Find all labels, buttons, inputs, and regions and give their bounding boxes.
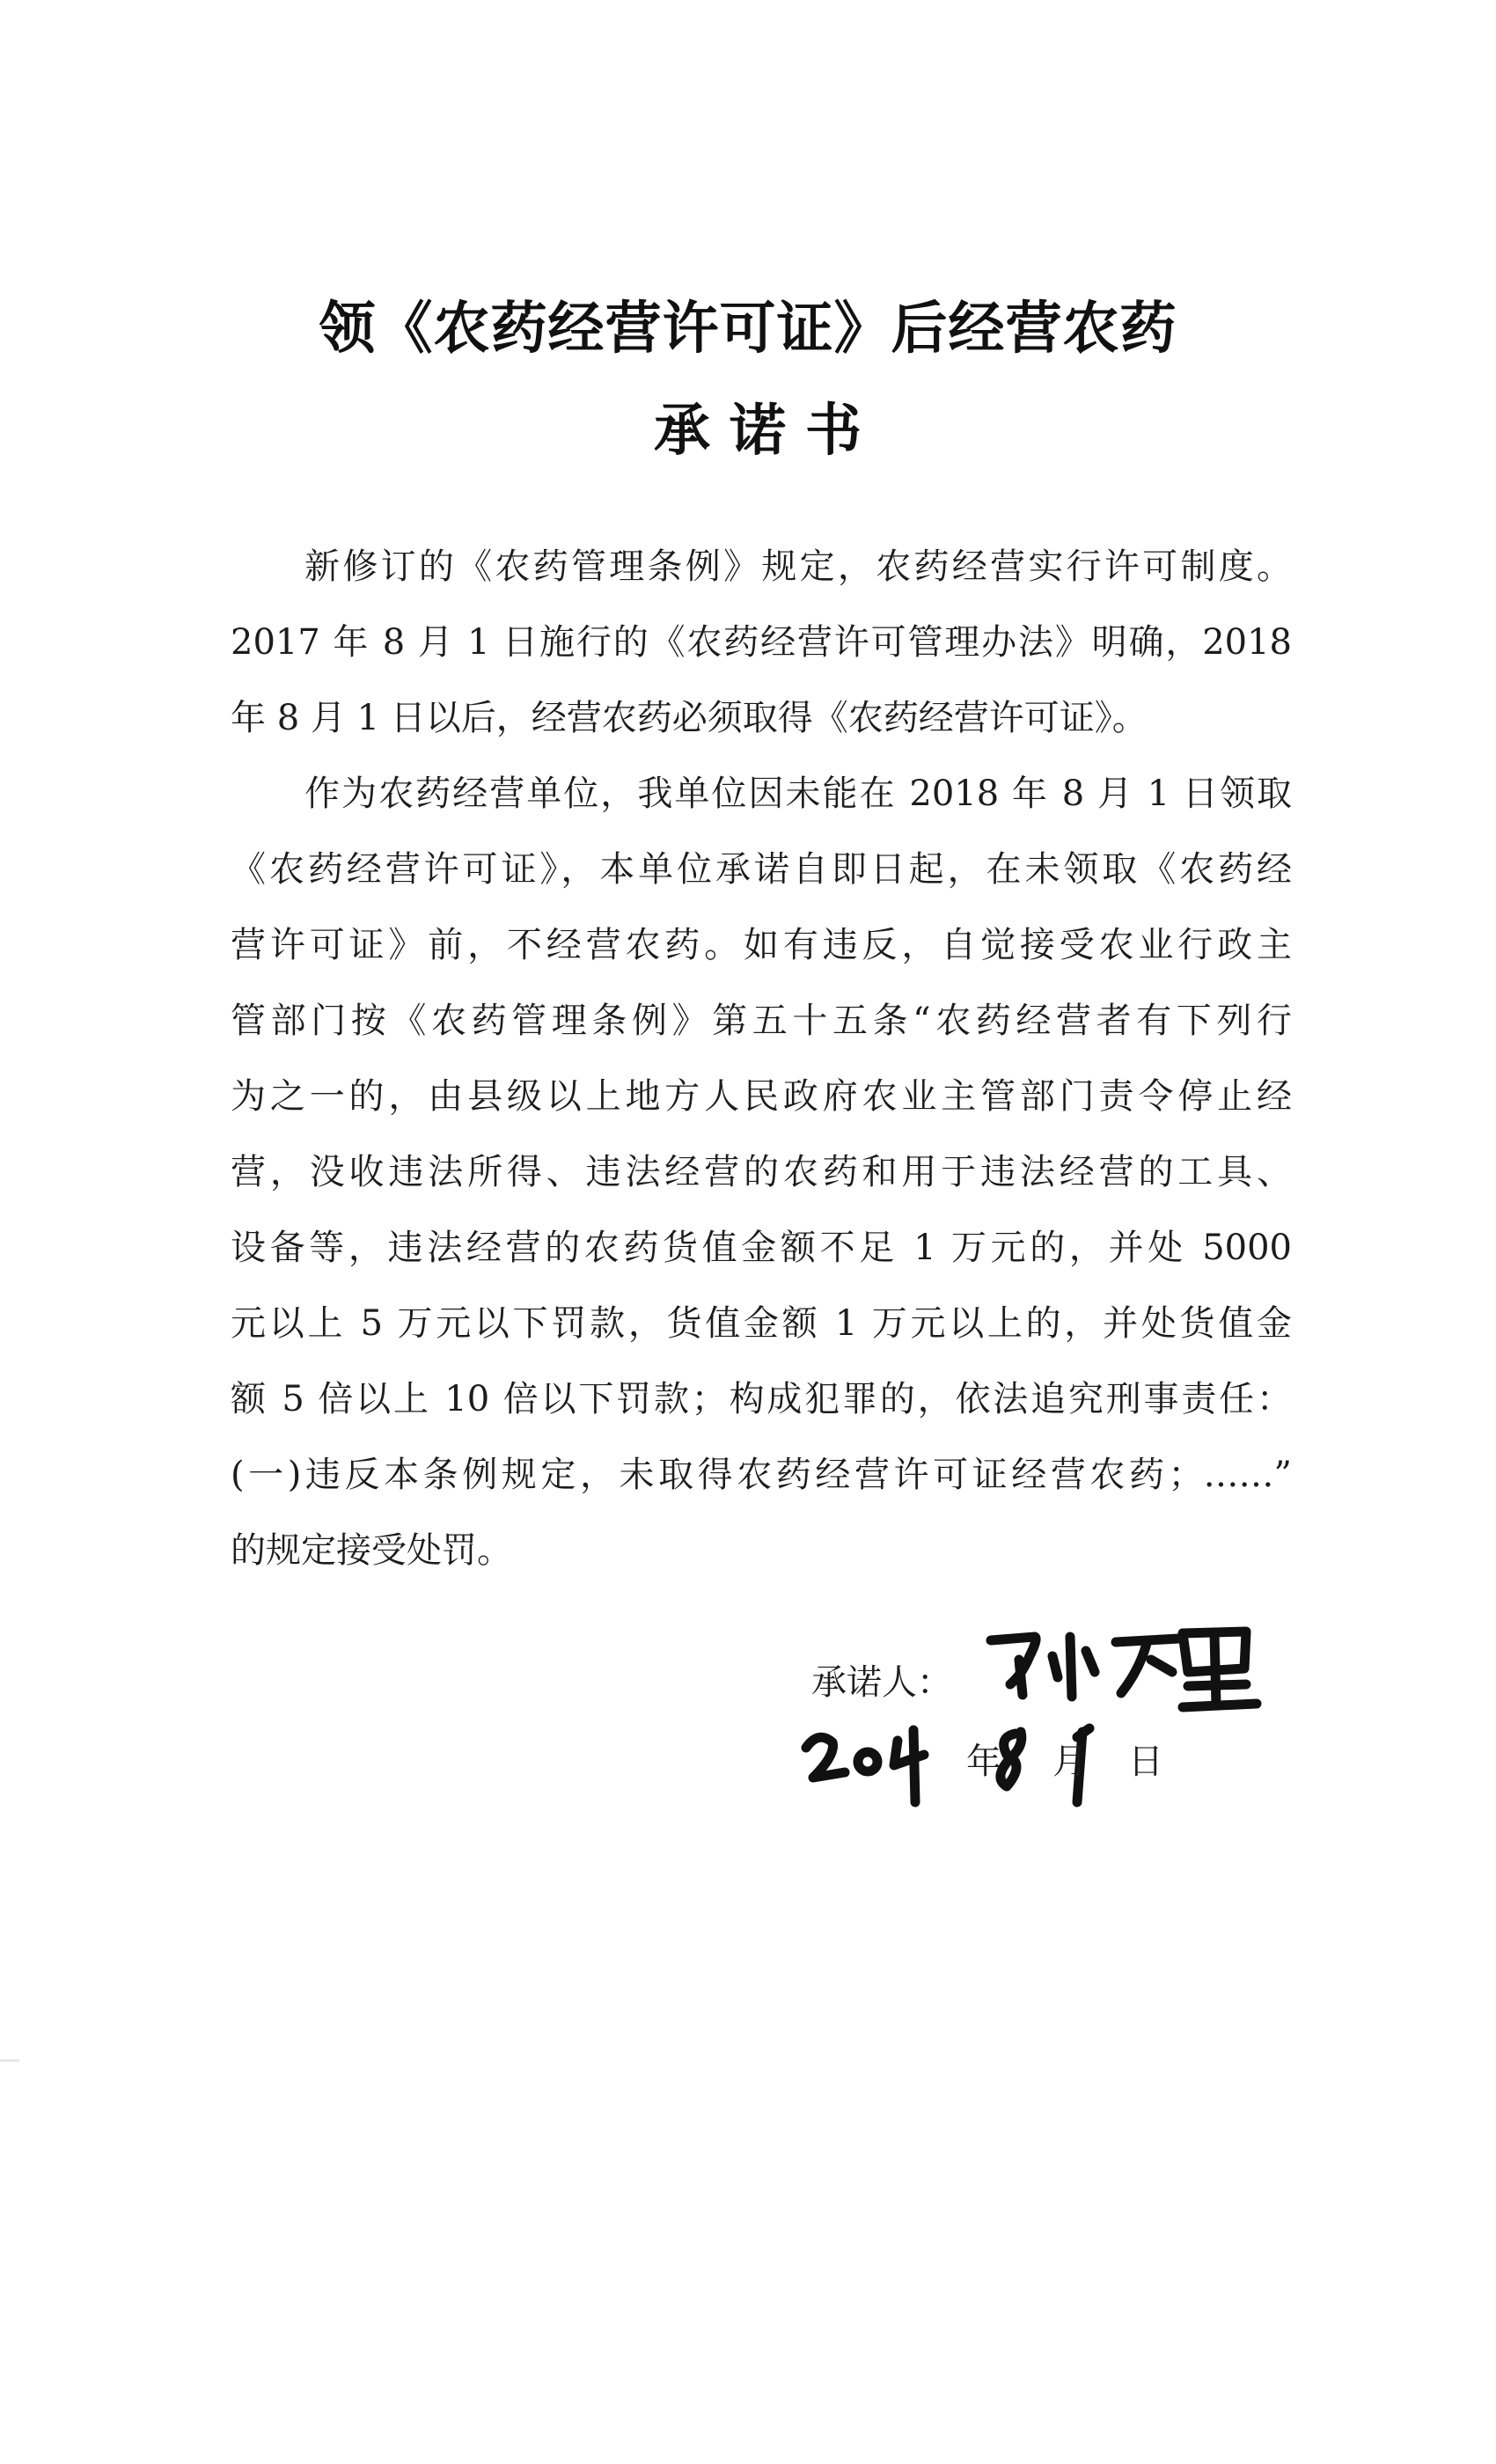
paragraph-2-line: 额 5 倍以上 10 倍以下罚款；构成犯罪的，依法追究刑事责任： <box>231 1379 1292 1419</box>
date-month-char: 月 <box>1052 1742 1088 1782</box>
signature-label: 承诺人： <box>811 1662 952 1703</box>
document-title: 领《农药经营许可证》后经营农药 <box>319 296 1177 362</box>
paragraph-2-line: 管部门按《农药管理条例》第五十五条“农药经营者有下列行 <box>231 1001 1292 1041</box>
paragraph-1-line: 年 8 月 1 日以后，经营农药必须取得《农药经营许可证》。 <box>231 698 1148 738</box>
paragraph-2-line: 《农药经营许可证》，本单位承诺自即日起，在未领取《农药经 <box>231 849 1292 890</box>
paragraph-2-line: (一)违反本条例规定，未取得农药经营许可证经营农药；……” <box>231 1455 1292 1495</box>
date-year-char: 年 <box>966 1742 1001 1782</box>
document-subtitle: 承诺书 <box>654 398 881 464</box>
scan-edge-divider <box>0 2059 19 2062</box>
paragraph-1-line: 2017 年 8 月 1 日施行的《农药经营许可管理办法》明确，2018 <box>231 622 1292 663</box>
paragraph-2-line: 为之一的，由县级以上地方人民政府农业主管部门责令停止经 <box>231 1076 1292 1117</box>
blank-area <box>0 2059 1496 2464</box>
paragraph-1-line: 新修订的《农药管理条例》规定，农药经营实行许可制度。 <box>304 546 1292 587</box>
paragraph-2-line: 元以上 5 万元以下罚款，货值金额 1 万元以上的，并处货值金 <box>231 1303 1292 1344</box>
paragraph-2-line: 的规定接受处罚。 <box>231 1530 512 1571</box>
handwritten-signature <box>984 1621 1265 1718</box>
paragraph-2-line: 作为农药经营单位，我单位因未能在 2018 年 8 月 1 日领取 <box>304 774 1292 814</box>
paragraph-2-line: 设备等，违法经营的农药货值金额不足 1 万元的，并处 5000 <box>231 1228 1292 1268</box>
paragraph-2-line: 营许可证》前，不经营农药。如有违反，自觉接受农业行政主 <box>231 925 1292 965</box>
date-day-char: 日 <box>1128 1742 1163 1782</box>
paragraph-2-line: 营，没收违法所得、违法经营的农药和用于违法经营的工具、 <box>231 1152 1292 1192</box>
